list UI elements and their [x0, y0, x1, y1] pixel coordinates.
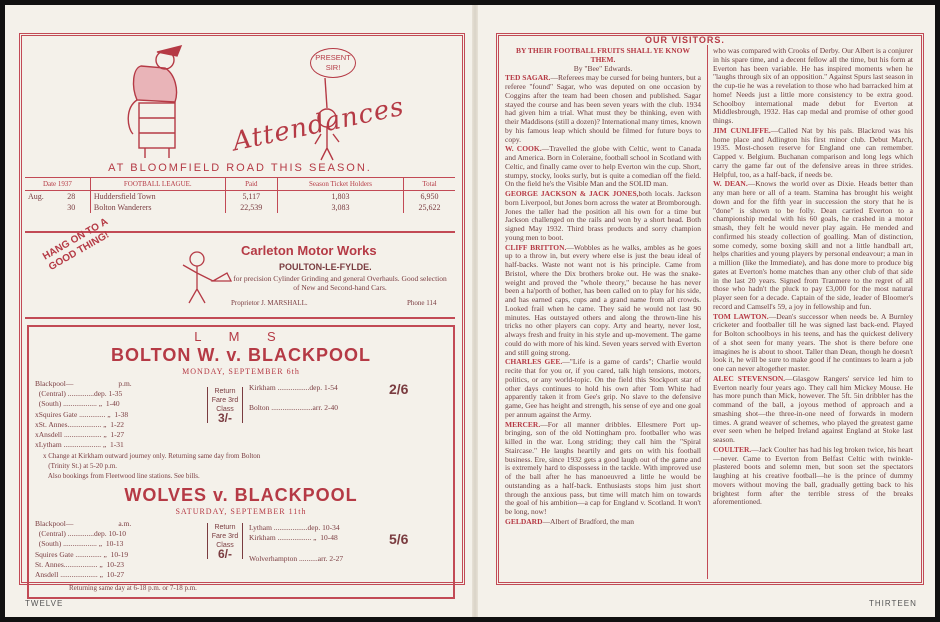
player-text: —Called Nat by his pals. Blackrod was his home place and Adlington his first minor club. Debut March, 1935. Most-chosen reserve for England one can remember. Capped v. Belgium. Buchanan comparison and long legs which carry the game far out of the defensive areas in three strides. Helpful, too, as a half-back, if needs be.: [713, 125, 913, 179]
player-paragraph: [505, 190, 701, 243]
match2-date: SATURDAY, SEPTEMBER 11th: [175, 507, 307, 516]
match1-departures: Blackpool— p.m. (Central) ..............dep. 1-35 (South) .................. „ 1-40 xSquires Gate .............. „ 1-38 xSt. Annes.................. „ 1-22 xAnsdell .................... „ 1-27 xLytham .................... „ 1-31: [35, 379, 132, 450]
match2-fare-label: Return Fare 3rd Class: [211, 524, 239, 549]
match2-title: WOLVES v. BLACKPOOL: [124, 485, 358, 505]
player-name: JIM CUNLIFFE.: [713, 125, 771, 135]
advert-location: POULTON-LE-FYLDE.: [279, 262, 372, 272]
match2-fare: 6/-: [217, 547, 232, 561]
visitors-column-2: [713, 47, 913, 577]
advert-body: for precision Cylinder Grinding and general Overhauls. Good selection of New and Second-hand Cars.: [233, 274, 447, 292]
player-text: —Wobbles as he walks, ambles as he goes up to a throw in, but every where else is just the beau ideal of half-backs. Waste not want not is his principle. Came from Bristol, where the Dix brothers broke out. He was the snake-weight and proved the "whole theory," because he has never been a ha'porth of bother, has been called on to play for his side, and has earned caps, cups and a grand name from all crowds. Looked frail when he came. They said he would not last 90 minutes. Has outstayed others and along the thrown-line his tricks no other players can copy. Arty and hearty, never lost, always fresh and fruity in his style and up-movement. The game could do with more of his kind. Seven years served with Everton and still going strong.: [505, 242, 701, 357]
player-name: W. DEAN.: [713, 179, 748, 189]
header-total: Total: [404, 178, 455, 191]
row-team: Bolton Wanderers: [90, 202, 225, 213]
advert-proprietor: Proprietor J. MARSHALL.: [231, 299, 308, 307]
player-paragraph: [713, 313, 913, 374]
player-paragraph: [713, 375, 913, 445]
player-text: —Dean's successor when needs be. A Burnley cricketer and footballer till he was signed last back-end. Played for Bolton schoolboys in his teens, and has the quickest delivery of a shot seen for many years. The shot is there before one imagines he is about to shoot. Taller than Dean, though he doesn't look it, he will be sure to make good if he continues to learn a job one can never altogether master.: [713, 311, 913, 373]
row-month: [25, 202, 64, 213]
header-paid: Paid: [225, 178, 277, 191]
player-name: BY THEIR FOOTBALL FRUITS SHALL YE KNOW THEM.: [516, 47, 690, 64]
row-paid: 22,539: [225, 202, 277, 213]
player-text: —For all manner dribbles. Ellesmere Port up-bringing, son of the old Nottingham pro. footballer who was killed in the war. Long striding; they call him the "Spiral Staircase." He laughs heartily and gets on with his football business. Ere, since 1932 gets a good laugh out of the game and is extremely hard to dispossess in the tackle. With improved use of the ball after he has manoeuvred a little he would be outstanding as a half-back. Enthusiasts stops him just short through the anxious pass, but time will match him on towards the goal of his ambition—a cap for England v. Scotland. It won't be long, now!: [505, 419, 701, 516]
table-header-row: [25, 178, 455, 191]
player-text: who was compared with Crooks of Derby. Our Albert is a conjurer in his spare time, and a decent fellow all the time, but his form at Everton has been variable. He has inspired moments when he "laughs through six of an opposition." Against Spurs last season in the cup-tie he was a revelation to those who had barracked him at home! Needs just a little more consistency to be extra good. Schoolboy international made debut for Everton at Middlesbrough, 1932. Has cap medal and promise of other good things.: [713, 47, 913, 125]
advert-phone: Phone 114: [407, 299, 437, 307]
player-name: W. COOK.: [505, 144, 542, 154]
player-name: ALEC STEVENSON.: [713, 373, 786, 383]
page-gutter: [472, 5, 478, 617]
match1-notes: x Change at Kirkham outward journey only. Returning same day from Bolton (Trinity St.) at 5-20 p.m. Also bookings from Fleetwood line stations. See bills.: [43, 452, 261, 481]
row-paid: 5,117: [225, 191, 277, 203]
player-text: —Knows the world over as Dixie. Heads better than any man here or all of a team. Stamina has brought his weight down and for the fifth year in succession the story that he is "done" is shown to be folly. Dean carried Everton to a championship medal with his 60 goals, he crashed in a motor smash, they felt he would never play again. He mended and confirmed his steady collection of goalling. Man of distinction, some comedy, some boxing skill and not a little handball art, helps charities and young players by personal endeavour; a man in a million (like the Immediate), and has done more to produce big gates at Everton's home matches than any other club of that side in the last 20 years. Signed from Tranmere to the regret of all those who hadn't the pluck to pay £3,000 for the most natural player seen for a decade. Captain of the side, leader of Bloomer's record and Camsell's 59, a joy in fellowship and fun.: [713, 179, 913, 311]
row-season: 3,083: [277, 202, 403, 213]
match1-fare: 3/-: [217, 411, 232, 425]
player-name: CHARLES GEE.: [505, 357, 563, 367]
player-name: GELDARD: [505, 516, 543, 526]
attendances-subheading: AT BLOOMFIELD ROAD THIS SEASON.: [108, 162, 372, 174]
header-date: Date 1937: [25, 178, 90, 191]
row-day: 28: [67, 192, 76, 201]
player-text: —Albert of Bradford, the man: [542, 516, 634, 526]
player-text: —Jack Coulter has had his leg broken twice, his heart—never. Came to Everton from Belfast Celtic with twinkle-plastered boots and solemn men, but soon set the spectators laughing at his creative football—he is the prince of dummy movers without moving the ball, gradually getting back to his brightest form after the terrible stress of the breaks aforementioned.: [713, 444, 913, 507]
player-name: MERCER.: [505, 419, 541, 429]
player-text: By "Bee" Edwards.: [573, 63, 633, 73]
row-total: 25,622: [404, 202, 455, 213]
player-paragraph: [505, 74, 701, 144]
player-paragraph: [713, 180, 913, 311]
row-team: Huddersfield Town: [90, 191, 225, 203]
advert-slogan: HANG ON TO A GOOD THING!: [41, 216, 112, 273]
table-row: [25, 202, 455, 213]
match2-fare-box: [207, 523, 243, 559]
header-season-tickets: Season Ticket Holders: [277, 178, 403, 191]
match1-title: BOLTON W. v. BLACKPOOL: [111, 345, 371, 365]
match2-notes: Returning same day at 6-18 p.m. or 7-18 p.m.: [69, 584, 197, 592]
attendances-heading: Attendances: [230, 91, 407, 158]
row-day: 30: [67, 203, 76, 212]
player-paragraph: [505, 47, 701, 73]
page-number-left: TWELVE: [25, 599, 64, 608]
player-text: —"Life is a game of cards"; Charlie would recite that for you or, if you cared, talk high tensions, motors, politics, or any world-topic. On the field this Stockport star of other days continues to hold his own after Tom White had apparently taken it from Gee's grip. No slave to the defensive game, Gee has height and strength, his sense of eye and one goal per annum against the Army.: [505, 357, 701, 419]
player-paragraph: [505, 145, 701, 189]
player-paragraph: [713, 446, 913, 507]
mechanic-drawing: [175, 247, 235, 307]
visitors-title: OUR VISITORS.: [645, 35, 725, 45]
visitors-column-1: [505, 47, 701, 577]
match1-date: MONDAY, SEPTEMBER 6th: [182, 367, 300, 376]
match2-price: 5/6: [389, 531, 409, 547]
match2-departures: Blackpool— a.m. (Central) ..............dep. 10-10 (South) .................. „ 10-13 Squires Gate .............. „ 10-19 St. Annes.................. „ 10-23 Ansdell .................... „ 10-27: [35, 519, 132, 580]
player-paragraph: [713, 47, 913, 126]
attendances-illustration: [25, 38, 455, 178]
player-text: —Glasgow Rangers' service led him to Everton nearly four years ago. They call him Mickey Mouse. He has more punch than Mick, however. The 5ft. 5in dribbler has the command of the ball, a joyous method of approach and a smashing shot—the three-in-one need of forwards in modern times. A grand weaver of schemes, who played the greatest game ever seen when he helped Ireland against England at Stoke last season.: [713, 373, 913, 444]
programme-spread: [5, 5, 935, 617]
lms-title: L M S: [194, 329, 288, 344]
advert-company: Carleton Motor Works: [241, 243, 377, 258]
column-divider: [707, 45, 708, 579]
player-text: —Referees may be cursed for being hunters, but a referee "found" Sagar, who was deputed on one occasion by Coggins after the team had been chosen and published. Sagar stayed the course and has been seven years with the club. 1934 had given him a trial. What must they be thinking, even with their Maddisons (still a dozen)? International many times, known by his famous leap which should be filmed for future boys to copy.: [505, 73, 701, 144]
header-league: FOOTBALL LEAGUE.: [90, 178, 225, 191]
player-paragraph: [505, 358, 701, 419]
match2-arrivals: Lytham ..................dep. 10-34 Kirkham .................. „ 10-48 Wolverhampton ..........arr. 2-27: [249, 523, 344, 563]
match1-arrivals: Kirkham .................dep. 1-54 Bolton ......................arr. 2-40: [249, 383, 338, 413]
page-number-right: THIRTEEN: [869, 599, 917, 608]
player-name: CLIFF BRITTON.: [505, 242, 567, 252]
table-row: [25, 191, 455, 203]
speech-bubble: PRESENT SIR!: [310, 48, 356, 78]
player-text: both locals. Jackson born Liverpool, but Jones born across the water at Bromborough. Jones the taller had the position all his own for a time but Jackson challenged on the rails and won by a short head. Both signed May 1932. Third brass products and sorry champion young men to boot.: [505, 189, 701, 242]
match1-fare-box: [207, 387, 243, 423]
row-total: 6,950: [404, 191, 455, 203]
player-paragraph: [505, 421, 701, 517]
player-paragraph: [505, 244, 701, 358]
attendance-table: [25, 177, 455, 213]
row-month: Aug.: [28, 192, 44, 201]
match1-fare-label: Return Fare 3rd Class: [211, 388, 239, 413]
player-paragraph: [505, 518, 701, 527]
player-name: TOM LAWTON.: [713, 311, 769, 321]
lms-excursion-box: [27, 325, 455, 599]
player-paragraph: [713, 127, 913, 180]
player-text: —Travelled the globe with Celtic, went to Canada and America. Born in Coleraine, football school in Scotland with Celtic, and finally came over to help Everton win the cup. Short, stumpy, stocky, looks surly, but is quite a comedian off the field. On the field he's the Visible Man and the SOLID man.: [505, 144, 701, 189]
row-season: 1,803: [277, 191, 403, 203]
player-name: GEORGE JACKSON & JACK JONES,: [505, 189, 639, 198]
match1-price: 2/6: [389, 381, 409, 397]
player-name: COULTER.: [713, 444, 752, 454]
player-name: TED SAGAR.: [505, 73, 551, 83]
